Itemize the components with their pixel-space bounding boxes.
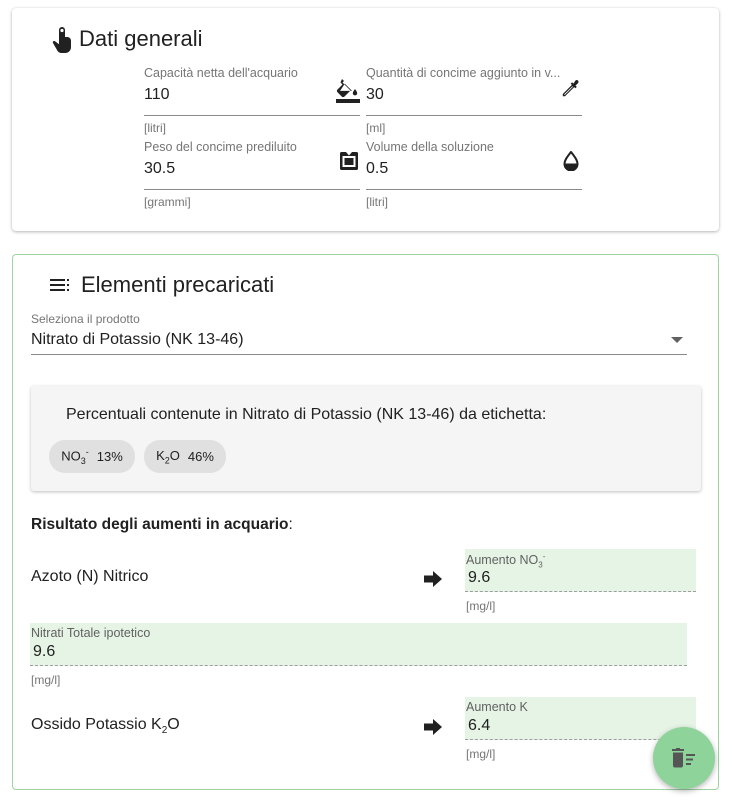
total-nitrates-field bbox=[30, 623, 687, 666]
total-nitrates-underline bbox=[30, 665, 687, 666]
product-select-label: Seleziona il prodotto bbox=[31, 312, 140, 326]
touch-icon bbox=[51, 27, 73, 55]
percentages-text: Percentuali contenute in Nitrato di Potassio (NK 13-46) da etichetta: bbox=[66, 406, 547, 423]
nitrogen-label: Azoto (N) Nitrico bbox=[31, 568, 149, 585]
arrow-right-icon bbox=[424, 571, 442, 587]
fertilizer-weight-input[interactable]: 30.5 bbox=[144, 160, 176, 177]
fertilizer-weight-underline bbox=[144, 189, 360, 190]
no3-increase-label: Aumento $NO_3^-$ bbox=[466, 552, 546, 570]
list-icon bbox=[50, 278, 72, 292]
capacity-label: Capacità netta dell'acquario bbox=[144, 66, 298, 80]
clear-list-icon bbox=[672, 748, 696, 768]
total-nitrates-label: Nitrati Totale ipotetico bbox=[31, 626, 151, 640]
capacity-field[interactable] bbox=[144, 66, 360, 135]
product-select[interactable]: Nitrato di Potassio (NK 13-46) bbox=[31, 331, 244, 348]
chevron-down-icon[interactable] bbox=[671, 337, 683, 343]
water-drop-icon bbox=[563, 151, 579, 171]
solution-volume-underline bbox=[366, 189, 582, 190]
capacity-underline bbox=[144, 115, 360, 116]
no3-increase-unit: [mg/l] bbox=[466, 599, 496, 613]
no3-increase-underline bbox=[465, 591, 696, 592]
chip-no3-value: 13% bbox=[96, 449, 123, 464]
fertilizer-quantity-label: Quantità di concime aggiunto in v... bbox=[366, 66, 561, 80]
solution-volume-input[interactable]: 0.5 bbox=[366, 160, 389, 177]
chip-no3 bbox=[49, 440, 135, 473]
potassium-label: Ossido Potassio $K_2O$ bbox=[31, 716, 180, 737]
fertilizer-quantity-input[interactable]: 30 bbox=[366, 86, 384, 103]
solution-volume-label: Volume della soluzione bbox=[366, 140, 494, 154]
fertilizer-weight-unit: [grammi] bbox=[144, 195, 191, 209]
eyedropper-icon bbox=[560, 79, 580, 99]
capacity-unit: [litri] bbox=[144, 121, 166, 135]
solution-volume-unit: [litri] bbox=[366, 195, 388, 209]
general-data-title: Dati generali bbox=[79, 26, 203, 51]
fertilizer-quantity-field[interactable] bbox=[366, 66, 582, 135]
k-increase-unit: [mg/l] bbox=[466, 747, 496, 761]
total-nitrates-value: 9.6 bbox=[33, 643, 56, 660]
chip-k2o bbox=[144, 440, 226, 473]
fertilizer-quantity-underline bbox=[366, 115, 582, 116]
k-increase-field bbox=[465, 697, 696, 740]
general-data-card bbox=[12, 8, 719, 231]
clear-button[interactable] bbox=[653, 727, 715, 789]
product-select-underline bbox=[31, 354, 687, 355]
arrow-right-icon bbox=[424, 719, 442, 735]
chip-k2o-formula: $K_2O$ bbox=[156, 447, 180, 466]
k-increase-label: Aumento K bbox=[466, 700, 528, 714]
no3-increase-value: 9.6 bbox=[468, 569, 491, 586]
capacity-input[interactable]: 110 bbox=[144, 86, 170, 103]
chip-no3-formula: $NO_3^-$ bbox=[61, 447, 89, 466]
fertilizer-quantity-unit: [ml] bbox=[366, 121, 386, 135]
fertilizer-weight-field[interactable] bbox=[144, 140, 360, 209]
preloaded-elements-title: Elementi precaricati bbox=[81, 272, 275, 297]
solution-volume-field[interactable] bbox=[366, 140, 582, 209]
no3-increase-field bbox=[465, 549, 696, 592]
k-increase-value: 6.4 bbox=[468, 717, 491, 734]
total-nitrates-unit: [mg/l] bbox=[31, 673, 61, 687]
scale-icon bbox=[340, 150, 358, 170]
chip-k2o-value: 46% bbox=[187, 449, 214, 464]
paint-bucket-icon bbox=[336, 77, 360, 103]
percentages-panel bbox=[31, 386, 701, 491]
results-heading: Risultato degli aumenti in acquario: bbox=[31, 516, 293, 533]
fertilizer-weight-label: Peso del concime prediluito bbox=[144, 140, 297, 154]
